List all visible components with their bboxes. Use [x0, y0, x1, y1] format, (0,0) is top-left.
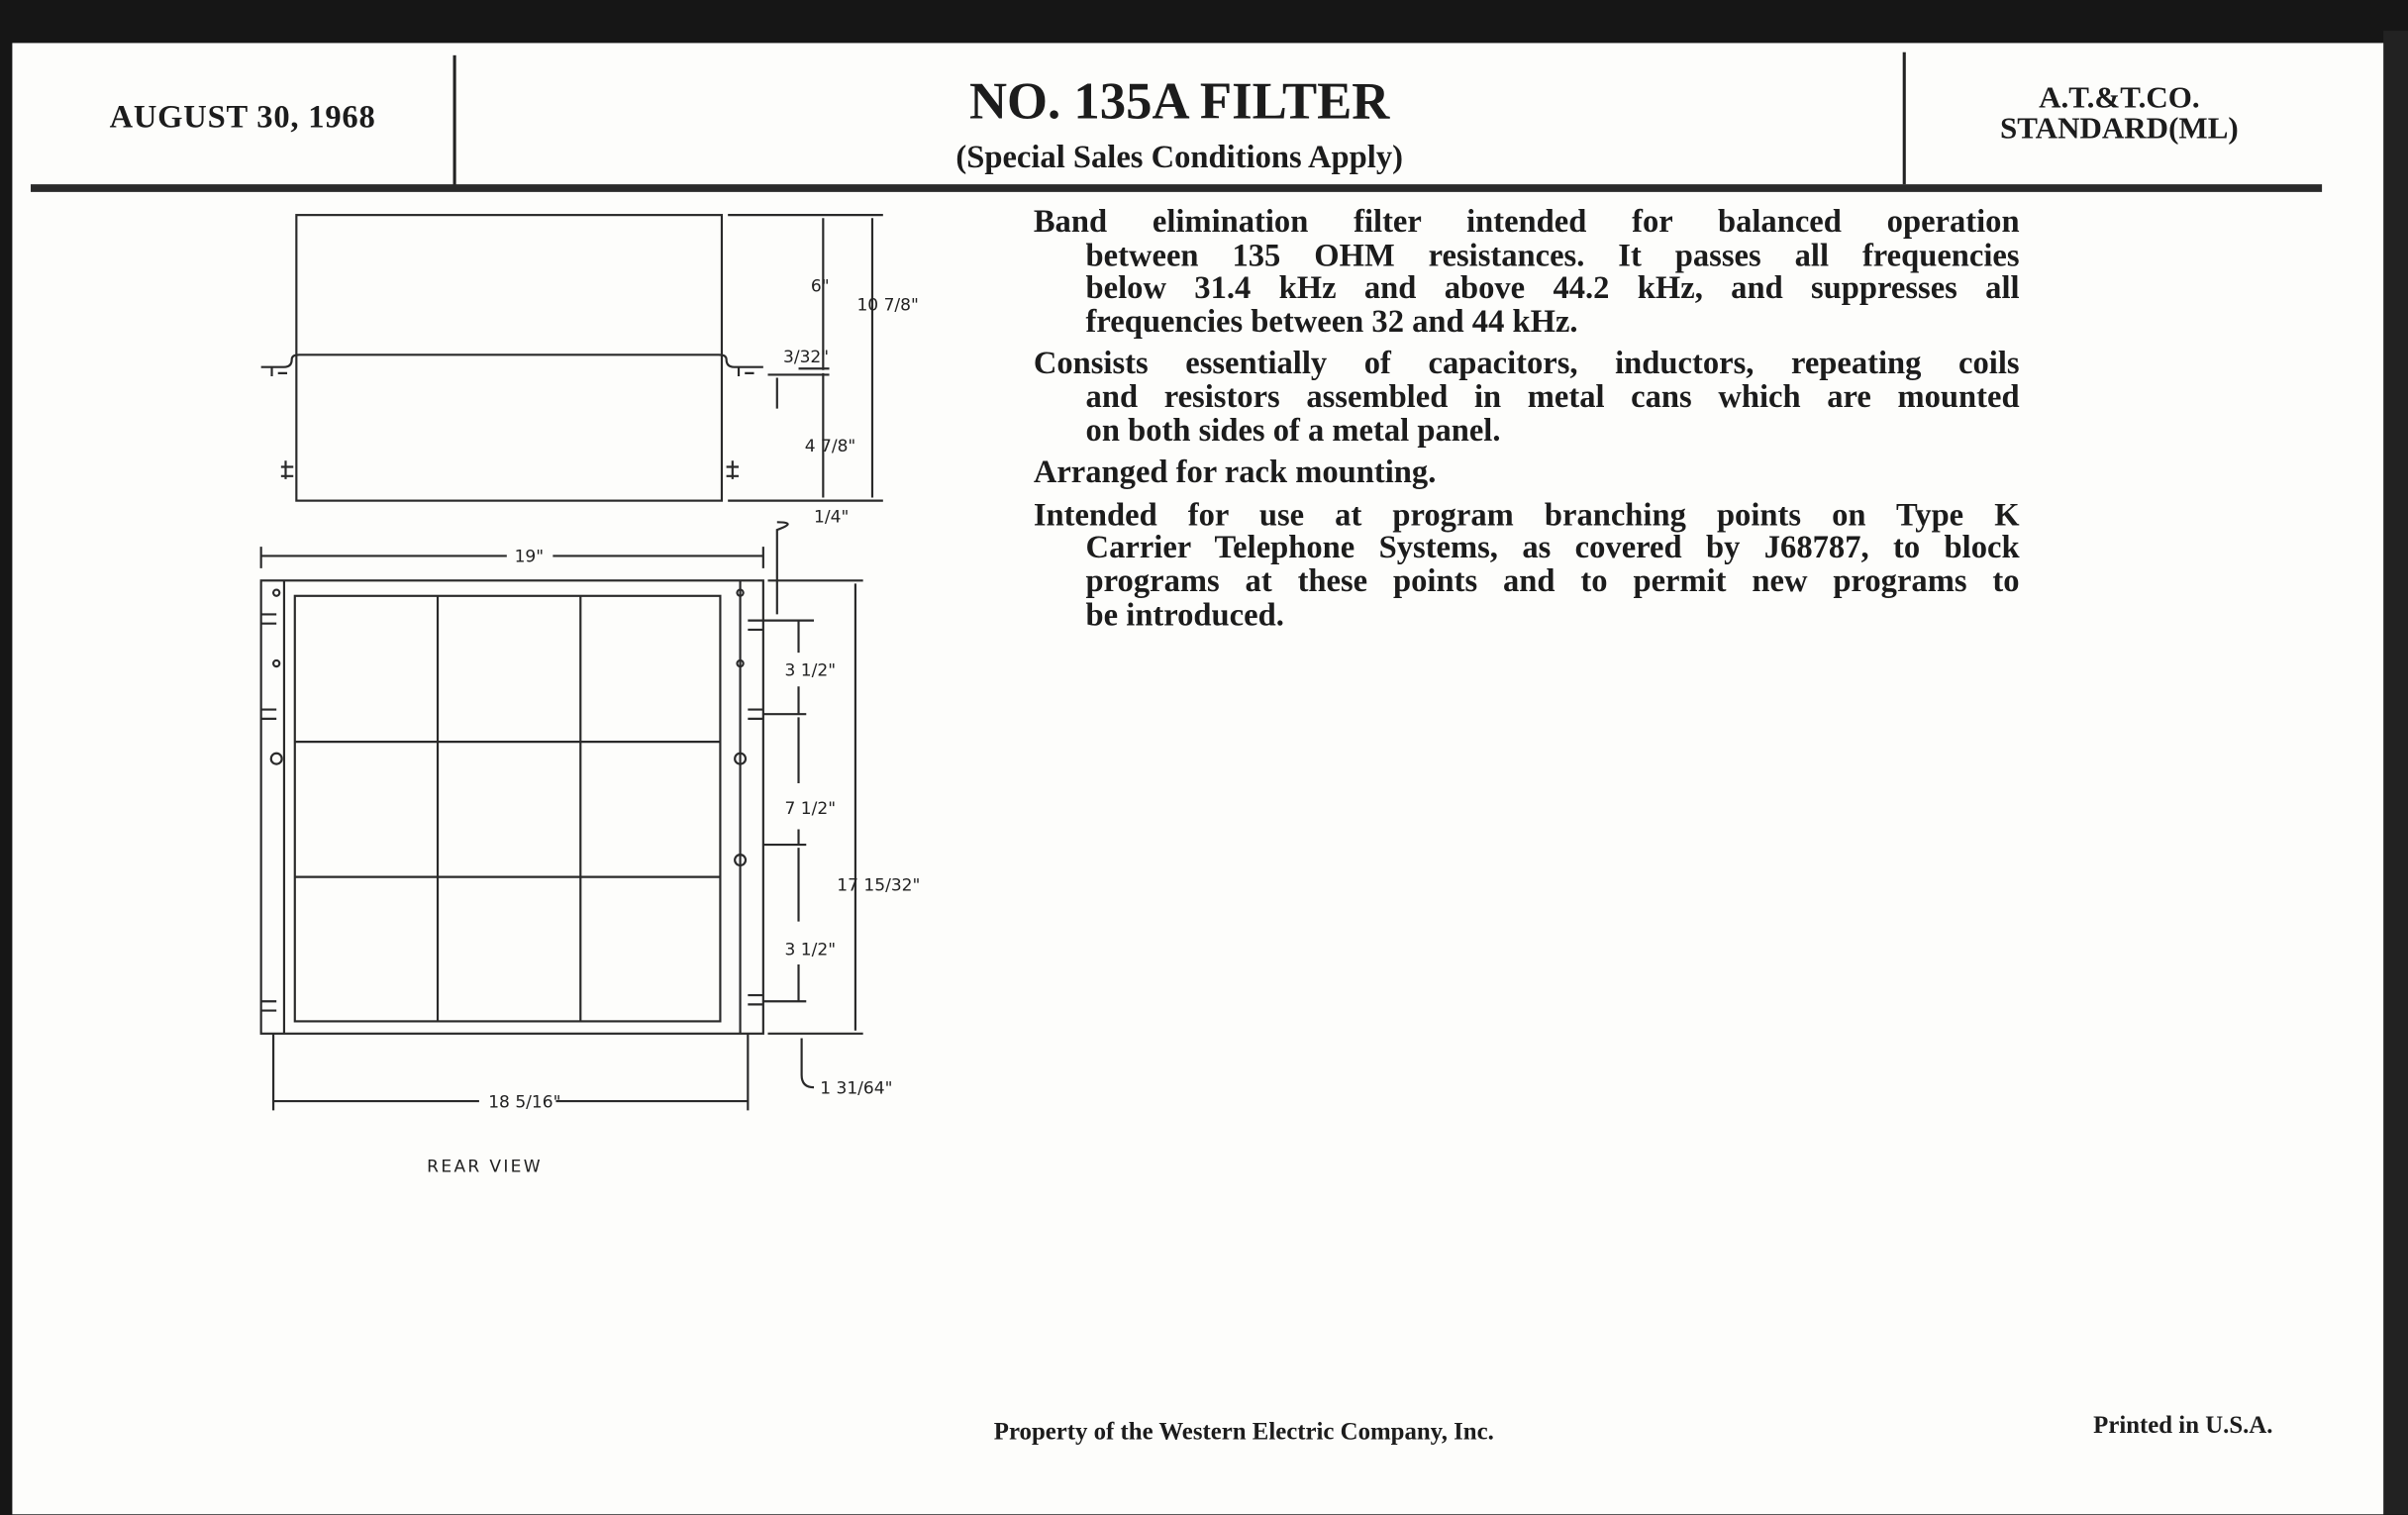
description-line: Consists essentially of capacitors, inductors, repeating coils: [1033, 345, 2020, 382]
dim-label: 3/32": [783, 348, 830, 368]
dim-label: 1/4": [814, 507, 850, 528]
standard-line: A.T.&T.CO.: [2039, 81, 2200, 116]
dim-label: 3 1/2": [784, 660, 837, 681]
rear-view: [261, 507, 921, 1176]
dim-label: 17 15/32": [837, 875, 921, 896]
description-line: programs at these points and to permit new programs to: [1085, 561, 2020, 599]
page-title: NO. 135A FILTER: [968, 73, 1390, 131]
rear-view-caption: REAR VIEW: [427, 1157, 543, 1177]
description-line: between 135 OHM resistances. It passes all frequencies: [1085, 236, 2020, 273]
dim-label: 1 31/64": [820, 1078, 893, 1099]
description-line: Band elimination filter intended for balanced operation: [1033, 202, 2020, 240]
dim-label: 3 1/2": [784, 940, 837, 960]
dim-label: 18 5/16": [488, 1092, 561, 1113]
dim-label: 4 7/8": [804, 436, 856, 456]
footer-printed: Printed in U.S.A.: [2093, 1412, 2273, 1440]
dim-label: 19": [514, 547, 545, 567]
standard-line: STANDARD(ML): [2000, 112, 2239, 147]
description-line: be introduced.: [1085, 595, 1284, 633]
footer-property: Property of the Western Electric Company, Inc.: [993, 1419, 1494, 1446]
page-subtitle: (Special Sales Conditions Apply): [955, 138, 1403, 175]
description-line: on both sides of a metal panel.: [1085, 410, 1501, 449]
description-line: frequencies between 32 and 44 kHz.: [1085, 302, 1578, 340]
dim-label: 6": [810, 276, 830, 297]
description-line: Carrier Telephone Systems, as covered by J68787, to block: [1085, 529, 2020, 566]
issue-date: AUGUST 30, 1968: [109, 98, 376, 136]
description-line: Arranged for rack mounting.: [1033, 453, 1437, 491]
description-line: Intended for use at program branching points on Type K: [1033, 495, 2020, 533]
top-view: [261, 215, 919, 500]
dim-label: 7 1/2": [784, 799, 837, 820]
description-line: below 31.4 kHz and above 44.2 kHz, and suppresses all: [1085, 268, 2020, 306]
dim-label: 10 7/8": [856, 295, 919, 316]
description-line: and resistors assembled in metal cans which are mounted: [1085, 377, 2020, 415]
